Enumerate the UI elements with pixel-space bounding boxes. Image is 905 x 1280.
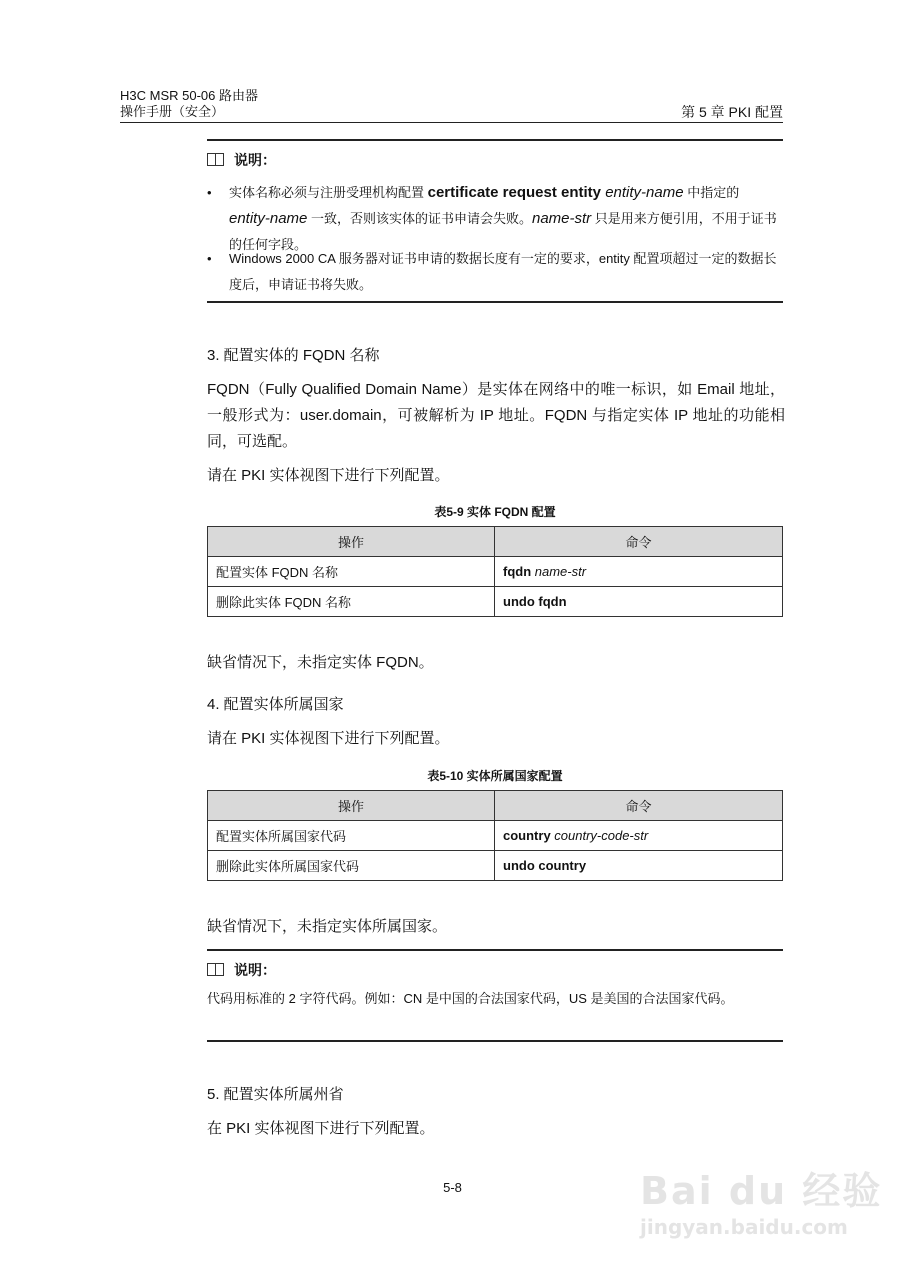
paragraph: 请在 PKI 实体视图下进行下列配置。 <box>207 467 450 484</box>
paragraph: 缺省情况下，未指定实体 FQDN。 <box>207 654 434 671</box>
note-title: 说明： <box>207 150 276 170</box>
table-header: 操作 <box>208 527 495 557</box>
note-text: 代码用标准的 2 字符代码。例如：CN 是中国的合法国家代码，US 是美国的合法国家代码。 <box>207 991 734 1006</box>
section-heading: 5. 配置实体所属州省 <box>207 1086 344 1103</box>
header-product: H3C MSR 50-06 路由器 <box>120 88 258 103</box>
table-row: 配置实体所属国家代码 country country-code-str <box>208 821 783 851</box>
section-heading: 4. 配置实体所属国家 <box>207 696 344 713</box>
table-header: 操作 <box>208 791 495 821</box>
book-icon <box>207 153 224 166</box>
table-row: 删除此实体 FQDN 名称 undo fqdn <box>208 587 783 617</box>
table-caption: 表5-10 实体所属国家配置 <box>427 769 563 783</box>
paragraph: FQDN（Fully Qualified Domain Name）是实体在网络中的唯一标识，如 Email 地址，一般形式为：user.domain，可被解析为 IP 地址。FQDN 与指定实体 IP 地址的功能相同，可选配。 <box>207 381 785 450</box>
note-bullet: • Windows 2000 CA 服务器对证书申请的数据长度有一定的要求，entity 配置项超过一定的数据长度后，申请证书将失败。 <box>207 251 777 292</box>
paragraph: 缺省情况下，未指定实体所属国家。 <box>207 918 448 935</box>
book-icon <box>207 963 224 976</box>
table-header: 命令 <box>495 527 783 557</box>
header-chapter: 第 5 章 PKI 配置 <box>681 104 783 120</box>
note-title: 说明： <box>207 960 276 980</box>
page-number: 5-8 <box>443 1180 462 1195</box>
header-rule <box>120 122 783 123</box>
table-row: 删除此实体所属国家代码 undo country <box>208 851 783 881</box>
note-bottom-rule <box>207 301 783 303</box>
paragraph: 在 PKI 实体视图下进行下列配置。 <box>207 1120 435 1137</box>
note-top-rule <box>207 139 783 141</box>
header-manual: 操作手册（安全） <box>120 104 225 119</box>
fqdn-table <box>207 526 783 617</box>
table-header: 命令 <box>495 791 783 821</box>
country-table <box>207 790 783 881</box>
table-row: 配置实体 FQDN 名称 fqdn name-str <box>208 557 783 587</box>
note-top-rule <box>207 949 783 951</box>
section-heading: 3. 配置实体的 FQDN 名称 <box>207 347 380 364</box>
paragraph: 请在 PKI 实体视图下进行下列配置。 <box>207 730 450 747</box>
baidu-watermark: Bai du 经验 jingyan.baidu.com <box>640 1169 883 1239</box>
table-caption: 表5-9 实体 FQDN 配置 <box>434 505 556 519</box>
note-bullet: • 实体名称必须与注册受理机构配置 certificate request entity entity-name 中指定的 entity-name 一致，否则该实体的证书申请会失败。name-str 只是用来方便引用，不用于证书的任何字段。 <box>207 184 777 252</box>
note-bottom-rule <box>207 1040 783 1042</box>
